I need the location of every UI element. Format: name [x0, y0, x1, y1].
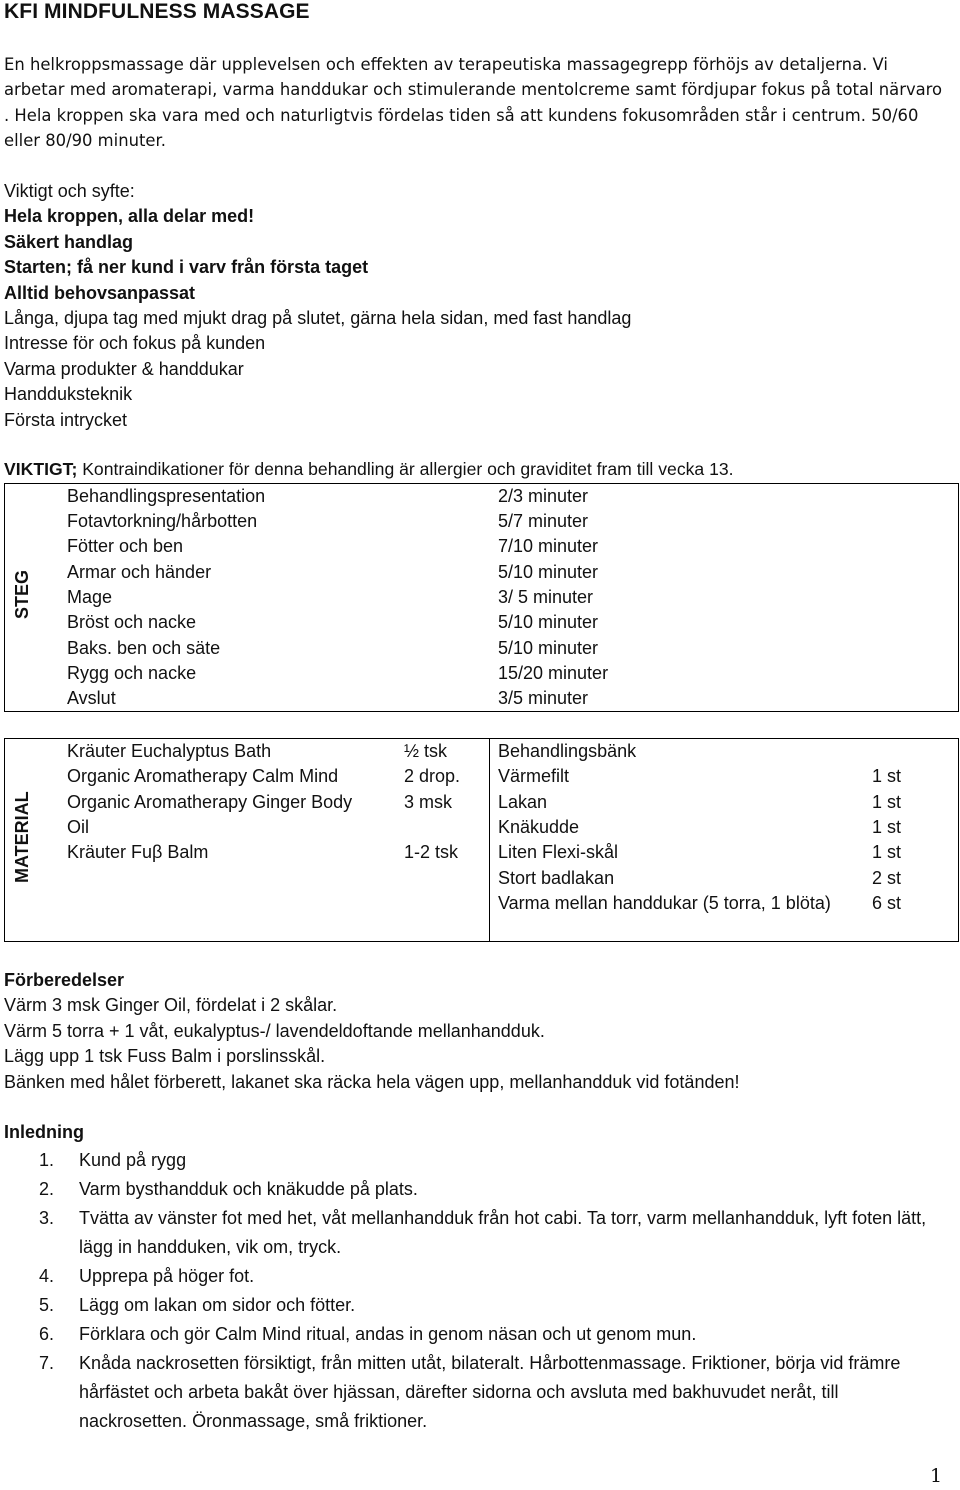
- preparation-item: Värm 3 msk Ginger Oil, fördelat i 2 skålar.: [4, 995, 338, 1016]
- step-time: 3/5 minuter: [498, 688, 589, 708]
- step-name: Baks. ben och säte: [67, 638, 221, 658]
- list-item: [0, 1146, 939, 1175]
- list-item: [0, 1349, 939, 1436]
- step-time: 15/20 minuter: [498, 663, 609, 683]
- important-bold-item: Starten; få ner kund i varv från första taget: [4, 257, 369, 278]
- equipment-name: Liten Flexi-skål: [498, 842, 619, 862]
- step-name: Fötter och ben: [67, 536, 184, 556]
- step-name: Armar och händer: [67, 562, 212, 582]
- introduction-heading: Inledning: [4, 1122, 84, 1142]
- important-bold-item: Säkert handlag: [4, 231, 134, 252]
- step-number: 6.: [39, 1324, 55, 1344]
- step-number: 3.: [39, 1208, 55, 1228]
- equipment-quantity: 1 st: [872, 842, 902, 862]
- step-text: Tvätta av vänster fot med het, våt mellanhandduk från hot cabi. Ta torr, varm mellanhandduk, lyft foten lätt, lägg in handduken, vik om, tryck.: [79, 1208, 927, 1257]
- material-table-label: MATERIAL: [12, 791, 32, 883]
- important-item: Första intrycket: [4, 409, 128, 430]
- contraindication-warning: [4, 457, 734, 482]
- intro-paragraph: En helkroppsmassage där upplevelsen och effekten av terapeutiska massagegrepp förhöjs av detaljerna. Vi arbetar med aromaterapi, varma handdukar och stimulerande mentolcreme samt fördjupar fokus på total närvaro . Hela kroppen ska vara med och naturligtvis fördelas tiden så att kundens fokusområden står i centrum. 50/60 eller 80/90 minuter.: [4, 55, 943, 150]
- step-text: Lägg om lakan om sidor och fötter.: [79, 1295, 356, 1315]
- step-text: Varm bysthandduk och knäkudde på plats.: [79, 1179, 418, 1199]
- equipment-name: Lakan: [498, 792, 548, 812]
- equipment-quantity: 1 st: [872, 766, 902, 786]
- product-quantity: ½ tsk: [404, 741, 448, 761]
- list-item: [0, 1175, 939, 1204]
- introduction-steps: [0, 1146, 939, 1436]
- step-time: 2/3 minuter: [498, 486, 589, 506]
- preparation-item: Bänken med hålet förberett, lakanet ska räcka hela vägen upp, mellanhandduk vid fotänden!: [4, 1071, 740, 1092]
- important-bold-item: Hela kroppen, alla delar med!: [4, 206, 255, 227]
- step-time: 5/10 minuter: [498, 562, 599, 582]
- step-name: Fotavtorkning/hårbotten: [67, 511, 258, 531]
- step-text: Kund på rygg: [79, 1150, 187, 1170]
- equipment-name: Stort badlakan: [498, 868, 615, 888]
- preparation-item: Lägg upp 1 tsk Fuss Balm i porslinsskål.: [4, 1046, 326, 1067]
- step-time: 5/10 minuter: [498, 612, 599, 632]
- list-item: [0, 1320, 939, 1349]
- equipment-quantity: 6 st: [872, 893, 902, 913]
- preparation-item: Värm 5 torra + 1 våt, eukalyptus-/ lavendeldoftande mellanhandduk.: [4, 1020, 545, 1041]
- steps-table-label: STEG: [12, 569, 32, 619]
- equipment-name: Knäkudde: [498, 817, 580, 837]
- list-item: [0, 1291, 939, 1320]
- step-name: Bröst och nacke: [67, 612, 197, 632]
- step-number: 4.: [39, 1266, 55, 1286]
- product-quantity: 3 msk: [404, 792, 453, 812]
- step-time: 5/7 minuter: [498, 511, 589, 531]
- important-item: Långa, djupa tag med mjukt drag på slutet, gärna hela sidan, med fast handlag: [4, 308, 632, 329]
- step-text: Förklara och gör Calm Mind ritual, andas in genom näsan och ut genom mun.: [79, 1324, 697, 1344]
- product-quantity: 1-2 tsk: [404, 842, 459, 862]
- important-item: Handduksteknik: [4, 384, 133, 405]
- step-time: 7/10 minuter: [498, 536, 599, 556]
- important-list: [4, 179, 631, 433]
- equipment-quantity: 2 st: [872, 868, 902, 888]
- step-text: Upprepa på höger fot.: [79, 1266, 255, 1286]
- warning-label: VIKTIGT;: [4, 459, 78, 479]
- step-number: 1.: [39, 1150, 55, 1170]
- step-time: 5/10 minuter: [498, 638, 599, 658]
- step-text: Knåda nackrosetten försiktigt, från mitten utåt, bilateralt. Hårbottenmassage. Friktioner, börja vid främre hårfästet och arbeta bakåt över hjässan, därefter sidorna och avsluta med bakhuvudet neråt, till nackrosetten. Öronmassage, små friktioner.: [79, 1353, 901, 1431]
- step-name: Rygg och nacke: [67, 663, 197, 683]
- product-name: Organic Aromatherapy Ginger Body: [67, 792, 353, 812]
- list-item: [0, 1262, 939, 1291]
- equipment-name: Varma mellan handdukar (5 torra, 1 blöta): [498, 893, 831, 913]
- product-quantity: 2 drop.: [404, 766, 461, 786]
- step-number: 5.: [39, 1295, 55, 1315]
- warning-text: Kontraindikationer för denna behandling är allergier och graviditet fram till vecka 13.: [77, 459, 734, 479]
- equipment-name: Behandlingsbänk: [498, 741, 637, 761]
- important-bold-item: Alltid behovsanpassat: [4, 282, 196, 303]
- step-name: Avslut: [67, 688, 116, 708]
- equipment-quantity: 1 st: [872, 792, 902, 812]
- step-number: 2.: [39, 1179, 55, 1199]
- page-title: KFI MINDFULNESS MASSAGE: [4, 0, 310, 23]
- equipment-name: Värmefilt: [498, 766, 570, 786]
- step-name: Behandlingspresentation: [67, 486, 266, 506]
- product-name: Kräuter Fuβ Balm: [67, 842, 209, 862]
- step-name: Mage: [67, 587, 113, 607]
- list-item: [0, 1204, 939, 1262]
- preparation-section: [4, 968, 740, 1095]
- material-column-divider: [489, 738, 490, 942]
- important-item: Varma produkter & handdukar: [4, 358, 244, 379]
- product-name: Organic Aromatherapy Calm Mind: [67, 766, 339, 786]
- product-name: Oil: [67, 817, 89, 837]
- step-number: 7.: [39, 1353, 55, 1373]
- preparation-heading: Förberedelser: [4, 970, 125, 990]
- important-heading: Viktigt och syfte:: [4, 181, 135, 201]
- equipment-quantity: 1 st: [872, 817, 902, 837]
- step-time: 3/ 5 minuter: [498, 587, 594, 607]
- important-item: Intresse för och fokus på kunden: [4, 333, 266, 354]
- page-number: 1: [930, 1465, 943, 1487]
- product-name: Kräuter Euchalyptus Bath: [67, 741, 272, 761]
